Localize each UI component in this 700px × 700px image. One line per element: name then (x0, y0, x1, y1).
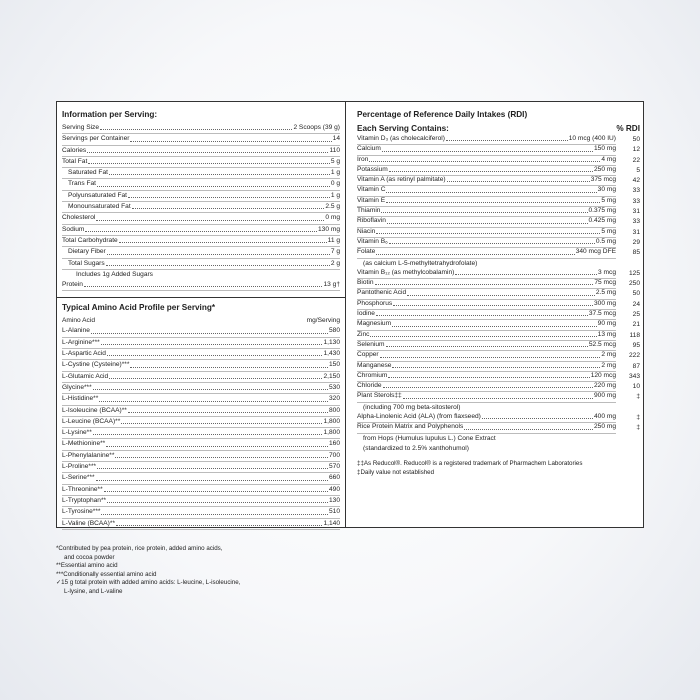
amino-row (62, 462, 340, 473)
amino-label: L-Aspartic Acid (62, 350, 106, 358)
amino-value: 490 (328, 485, 340, 493)
amino-row (62, 428, 340, 439)
info-label: Cholesterol (62, 214, 96, 222)
rdi-amount: 250 mg (594, 423, 616, 431)
rdi-line (357, 422, 616, 433)
rdi-label: Thiamin (357, 207, 381, 215)
amino-value: 530 (328, 383, 340, 391)
leader-dots (392, 367, 600, 368)
leader-dots (389, 243, 595, 244)
rdi-label: Chromium (357, 371, 388, 379)
right-column (357, 109, 640, 477)
leader-dots (101, 514, 328, 515)
amino-row (62, 417, 340, 428)
rdi-row (357, 392, 640, 402)
info-label: Total Fat (62, 157, 88, 165)
rdi-label: Niacin (357, 227, 376, 235)
leader-dots (91, 333, 328, 334)
rdi-label: Vitamin B₁₂ (as methylcobalamin) (357, 268, 455, 276)
info-value: 2.5 g (325, 203, 340, 211)
leader-dots (97, 468, 328, 469)
amino-value: 1,800 (323, 429, 340, 437)
rdi-percent: 10 (632, 383, 640, 391)
leader-dots (455, 274, 597, 275)
rdi-subhead-left: Each Serving Contains: (357, 124, 449, 133)
info-row (62, 134, 340, 145)
leader-dots (376, 315, 588, 316)
footnote: **Essential amino acid (56, 562, 118, 570)
rdi-amount: 52.5 mcg (588, 340, 616, 348)
leader-dots (446, 140, 568, 141)
amino-label: L-Phenylalanine** (62, 451, 115, 459)
leader-dots (93, 434, 323, 435)
rdi-percent: 31 (632, 228, 640, 236)
amino-row (62, 338, 340, 349)
amino-value: 580 (328, 327, 340, 335)
info-row (62, 259, 340, 270)
leader-dots (107, 502, 328, 503)
rdi-percent: 24 (632, 300, 640, 308)
leader-dots (85, 231, 317, 232)
leader-dots (447, 181, 590, 182)
leader-dots (376, 254, 574, 255)
rdi-percent: 12 (632, 146, 640, 154)
rdi-percent: 95 (632, 341, 640, 349)
rdi-subheader (357, 123, 640, 134)
leader-dots (370, 336, 596, 337)
amino-label: L-Tryptophan** (62, 496, 107, 504)
leader-dots (104, 491, 328, 492)
rdi-label: Biotin (357, 279, 374, 287)
info-rows (62, 123, 340, 291)
rdi-label: Phosphorus (357, 299, 393, 307)
leader-dots (386, 192, 596, 193)
amino-label: L-Alanine (62, 327, 90, 335)
rdi-line (357, 434, 616, 444)
rdi-amount: 120 mcg (590, 371, 616, 379)
info-value: 7 g (330, 248, 340, 256)
rdi-percent: 29 (632, 238, 640, 246)
leader-dots (369, 161, 600, 162)
amino-row (62, 406, 340, 417)
amino-value: 1,430 (323, 350, 340, 358)
amino-column-headers (62, 316, 340, 326)
amino-label: L-Arginine*** (62, 338, 100, 346)
info-row (62, 168, 340, 179)
rdi-label: Vitamin C (357, 186, 386, 194)
rdi-label: Zinc (357, 330, 370, 338)
amino-row (62, 383, 340, 394)
amino-value: 160 (328, 440, 340, 448)
amino-label: L-Glutamic Acid (62, 372, 109, 380)
info-row (62, 191, 340, 202)
rdi-note: ‡Daily value not established (357, 468, 435, 476)
rdi-percent: 50 (632, 136, 640, 143)
amino-col-right: mg/Serving (306, 317, 340, 325)
info-value: 130 mg (318, 225, 340, 233)
leader-dots (392, 326, 597, 327)
rdi-amount: 3 mcg (598, 268, 616, 276)
rdi-amount: 300 mg (594, 299, 616, 307)
info-row (62, 236, 340, 247)
info-title: Information per Serving: (62, 110, 158, 119)
rdi-amount: 250 mg (594, 165, 616, 173)
rdi-label: (including 700 mg beta-sitosterol) (363, 403, 461, 411)
info-value: 2 g (330, 259, 340, 267)
info-value: 5 g (330, 157, 340, 165)
leader-dots (97, 186, 330, 187)
rdi-subhead-right: % RDI (616, 124, 640, 133)
amino-label: L-Valine (BCAA)** (62, 519, 116, 527)
rdi-label: Vitamin D₃ (as cholecalciferol) (357, 135, 445, 142)
rdi-label: from Hops (Humulus lupulus L.) Cone Extract (363, 434, 496, 442)
rdi-label: Calcium (357, 145, 381, 153)
rdi-percent: 343 (628, 372, 640, 380)
rdi-amount: 5 mg (601, 227, 616, 235)
rdi-row (357, 423, 640, 433)
amino-label: L-Methionine** (62, 440, 106, 448)
rdi-amount: 0.425 mg (588, 217, 616, 225)
rdi-label: (standardized to 2.5% xanthohumol) (363, 444, 469, 452)
amino-row (62, 349, 340, 360)
rdi-amount: 375 mcg (590, 176, 616, 184)
rdi-percent: ‡ (636, 414, 640, 422)
rdi-note: ‡‡As Reducol®. Reducol® is a registered trademark of Pharmachem Laboratories (357, 460, 583, 468)
amino-value: 2,150 (323, 372, 340, 380)
amino-row (62, 485, 340, 496)
rdi-line (357, 247, 616, 258)
info-label: Includes 1g Added Sugars (76, 270, 153, 278)
info-row (62, 213, 340, 224)
amino-row (62, 451, 340, 462)
amino-label: Glycine*** (62, 383, 92, 391)
rdi-label: Plant Sterols‡‡ (357, 392, 402, 400)
rdi-amount: 4 mg (601, 155, 616, 163)
rdi-title: Percentage of Reference Daily Intakes (RDI) (357, 110, 528, 119)
amino-value: 510 (328, 508, 340, 516)
rdi-amount: 900 mg (594, 392, 616, 400)
leader-dots (101, 344, 323, 345)
leader-dots (376, 233, 600, 234)
leader-dots (130, 367, 328, 368)
rdi-percent: 33 (632, 197, 640, 205)
info-value: 13 g† (323, 281, 340, 289)
left-column (62, 109, 340, 530)
rdi-percent: 222 (628, 352, 640, 360)
leader-dots (116, 525, 322, 526)
info-row (62, 146, 340, 157)
info-label: Total Carbohydrate (62, 236, 118, 244)
leader-dots (106, 446, 328, 447)
rdi-amount: 150 mg (594, 145, 616, 153)
rdi-rows (357, 135, 640, 454)
leader-dots (93, 389, 328, 390)
info-label: Trans Fat (68, 180, 96, 188)
info-label: Serving Size (62, 124, 100, 131)
info-value: 1 g (330, 191, 340, 199)
rdi-percent: 25 (632, 311, 640, 319)
leader-dots (107, 355, 323, 356)
rdi-amount: 13 mg (597, 330, 616, 338)
amino-value: 660 (328, 474, 340, 482)
amino-title: Typical Amino Acid Profile per Serving* (62, 303, 216, 313)
leader-dots (99, 401, 328, 402)
info-value: 0 mg (325, 214, 340, 222)
rdi-label: Folate (357, 248, 376, 256)
rdi-percent: ‡ (636, 393, 640, 401)
rdi-label: (as calcium L-5-methyltetrahydrofolate) (363, 259, 478, 267)
info-value: 1 g (330, 169, 340, 177)
leader-dots (96, 220, 324, 221)
info-row (62, 280, 340, 291)
amino-row (62, 326, 340, 337)
rdi-amount: 2.5 mg (595, 289, 616, 297)
info-value: 2 Scoops (39 g) (293, 124, 340, 131)
leader-dots (393, 305, 593, 306)
amino-value: 1,800 (323, 417, 340, 425)
amino-label: L-Serine*** (62, 474, 95, 482)
rdi-amount: 400 mg (594, 413, 616, 421)
rdi-label: Potassium (357, 165, 388, 173)
rdi-amount: 220 mg (594, 382, 616, 390)
amino-value: 320 (328, 395, 340, 403)
leader-dots (107, 254, 330, 255)
leader-dots (380, 357, 601, 358)
rdi-amount: 75 mcg (594, 279, 616, 287)
rdi-label: Iron (357, 155, 369, 163)
info-value: 110 (329, 146, 340, 154)
amino-row (62, 507, 340, 518)
rdi-label: Iodine (357, 310, 375, 318)
leader-dots (386, 346, 588, 347)
leader-dots (464, 429, 593, 430)
rdi-amount: 340 mcg DFE (575, 248, 616, 256)
leader-dots (132, 208, 325, 209)
rdi-label: Vitamin A (as retinyl palmitate) (357, 176, 446, 184)
rdi-amount: 2 mg (601, 351, 616, 359)
amino-label: L-Proline*** (62, 463, 97, 471)
rdi-label: Vitamin E (357, 196, 386, 204)
info-value: 14 (332, 135, 340, 143)
leader-dots (383, 387, 593, 388)
rdi-label: Vitamin B₆ (357, 237, 388, 245)
info-row (62, 202, 340, 213)
footnote: *Contributed by pea protein, rice protein, added amino acids, (56, 545, 223, 552)
info-label: Dietary Fiber (68, 248, 106, 256)
amino-value: 1,140 (323, 519, 340, 527)
leader-dots (96, 480, 328, 481)
rdi-percent: 118 (629, 331, 640, 339)
leader-dots (128, 412, 328, 413)
rdi-percent: 125 (628, 269, 640, 277)
rdi-notes (357, 460, 640, 477)
rdi-amount: 30 mg (597, 186, 616, 194)
footnote: ***Conditionally essential amino acid (56, 570, 157, 578)
amino-label: L-Lysine** (62, 429, 92, 437)
rdi-percent: 87 (632, 362, 640, 370)
leader-dots (87, 152, 328, 153)
info-label: Protein (62, 281, 83, 289)
rdi-percent: 31 (632, 208, 640, 216)
leader-dots (386, 202, 600, 203)
rdi-percent: 42 (632, 177, 640, 185)
amino-value: 130 (328, 496, 340, 504)
column-divider (345, 102, 346, 527)
rdi-row (357, 248, 640, 258)
rdi-label: Manganese (357, 361, 392, 369)
footnote: ✓15 g total protein with added amino acids: L-leucine, L-isoleucine, (56, 579, 241, 587)
rdi-amount: 37.5 mcg (588, 310, 616, 318)
amino-row (62, 519, 340, 530)
rdi-amount: 2 mg (601, 361, 616, 369)
info-label: Polyunsaturated Fat (68, 191, 128, 199)
info-label: Servings per Container (62, 135, 130, 143)
amino-value: 800 (328, 406, 340, 414)
info-row (62, 225, 340, 236)
rdi-percent: 85 (632, 249, 640, 257)
leader-dots (121, 423, 322, 424)
leader-dots (88, 163, 330, 164)
leader-dots (403, 398, 593, 399)
amino-row (62, 496, 340, 507)
amino-label: L-Isoleucine (BCAA)** (62, 406, 127, 414)
amino-row (62, 473, 340, 484)
info-label: Monounsaturated Fat (68, 203, 131, 211)
amino-value: 570 (328, 463, 340, 471)
rdi-amount: 10 mcg (400 IU) (568, 135, 616, 142)
leader-dots (407, 295, 595, 296)
rdi-amount: 0.5 mg (595, 237, 616, 245)
rdi-amount: 0.375 mg (588, 207, 616, 215)
leader-dots (388, 377, 589, 378)
leader-dots (109, 378, 322, 379)
rdi-percent: 22 (632, 156, 640, 164)
leader-dots (382, 151, 593, 152)
rdi-label: Chloride (357, 382, 382, 390)
amino-row (62, 439, 340, 450)
rdi-amount: 5 mg (601, 196, 616, 204)
amino-label: L-Leucine (BCAA)** (62, 417, 121, 425)
rdi-line (357, 444, 616, 454)
info-row (62, 157, 340, 168)
rdi-label: Rice Protein Matrix and Polyphenols (357, 423, 464, 431)
leader-dots (375, 284, 594, 285)
amino-label: L-Cystine (Cysteine)*** (62, 361, 130, 369)
leader-dots (128, 197, 330, 198)
leader-dots (389, 171, 593, 172)
info-label: Calories (62, 146, 87, 154)
leader-dots (381, 212, 587, 213)
footnote: L-lysine, and L-valine (64, 587, 123, 595)
amino-row (62, 360, 340, 371)
leader-dots (84, 286, 323, 287)
section-divider (57, 297, 345, 298)
rdi-row (357, 434, 640, 444)
leader-dots (387, 223, 588, 224)
leader-dots (109, 174, 330, 175)
info-value: 11 g (327, 236, 340, 244)
amino-value: 1,130 (323, 338, 340, 346)
info-label: Total Sugars (68, 259, 105, 267)
info-label: Saturated Fat (68, 169, 108, 177)
supplement-facts-panel (56, 101, 644, 528)
leader-dots (106, 265, 330, 266)
rdi-row (357, 444, 640, 454)
info-row (62, 247, 340, 258)
rdi-percent: ‡ (636, 424, 640, 432)
leader-dots (119, 242, 327, 243)
rdi-label: Selenium (357, 340, 385, 348)
amino-row (62, 394, 340, 405)
amino-rows (62, 326, 340, 529)
rdi-percent: 5 (636, 166, 640, 174)
footnote: and cocoa powder (64, 553, 115, 561)
rdi-label: Magnesium (357, 320, 392, 328)
footnotes (56, 545, 240, 597)
leader-dots (115, 457, 328, 458)
rdi-percent: 50 (632, 290, 640, 298)
info-label: Sodium (62, 225, 85, 233)
rdi-amount: 90 mg (597, 320, 616, 328)
info-row (62, 123, 340, 134)
amino-label: L-Histidine** (62, 395, 99, 403)
info-row (62, 270, 340, 280)
amino-row (62, 372, 340, 383)
info-value: 0 g (330, 180, 340, 188)
rdi-label: Copper (357, 351, 379, 359)
amino-value: 150 (328, 361, 340, 369)
amino-col-left: Amino Acid (62, 317, 95, 325)
info-row (62, 179, 340, 190)
rdi-percent: 21 (632, 321, 640, 329)
amino-value: 700 (328, 451, 340, 459)
rdi-label: Pantothenic Acid (357, 289, 407, 297)
rdi-percent: 33 (632, 218, 640, 226)
leader-dots (482, 418, 593, 419)
rdi-line (357, 391, 616, 402)
amino-label: L-Threonine** (62, 485, 103, 493)
rdi-percent: 250 (628, 280, 640, 288)
rdi-label: Riboflavin (357, 217, 386, 225)
rdi-label: Alpha-Linolenic Acid (ALA) (from flaxseed) (357, 413, 481, 421)
rdi-percent: 33 (632, 187, 640, 195)
leader-dots (100, 129, 292, 130)
amino-label: L-Tyrosine*** (62, 508, 101, 516)
leader-dots (130, 141, 331, 142)
